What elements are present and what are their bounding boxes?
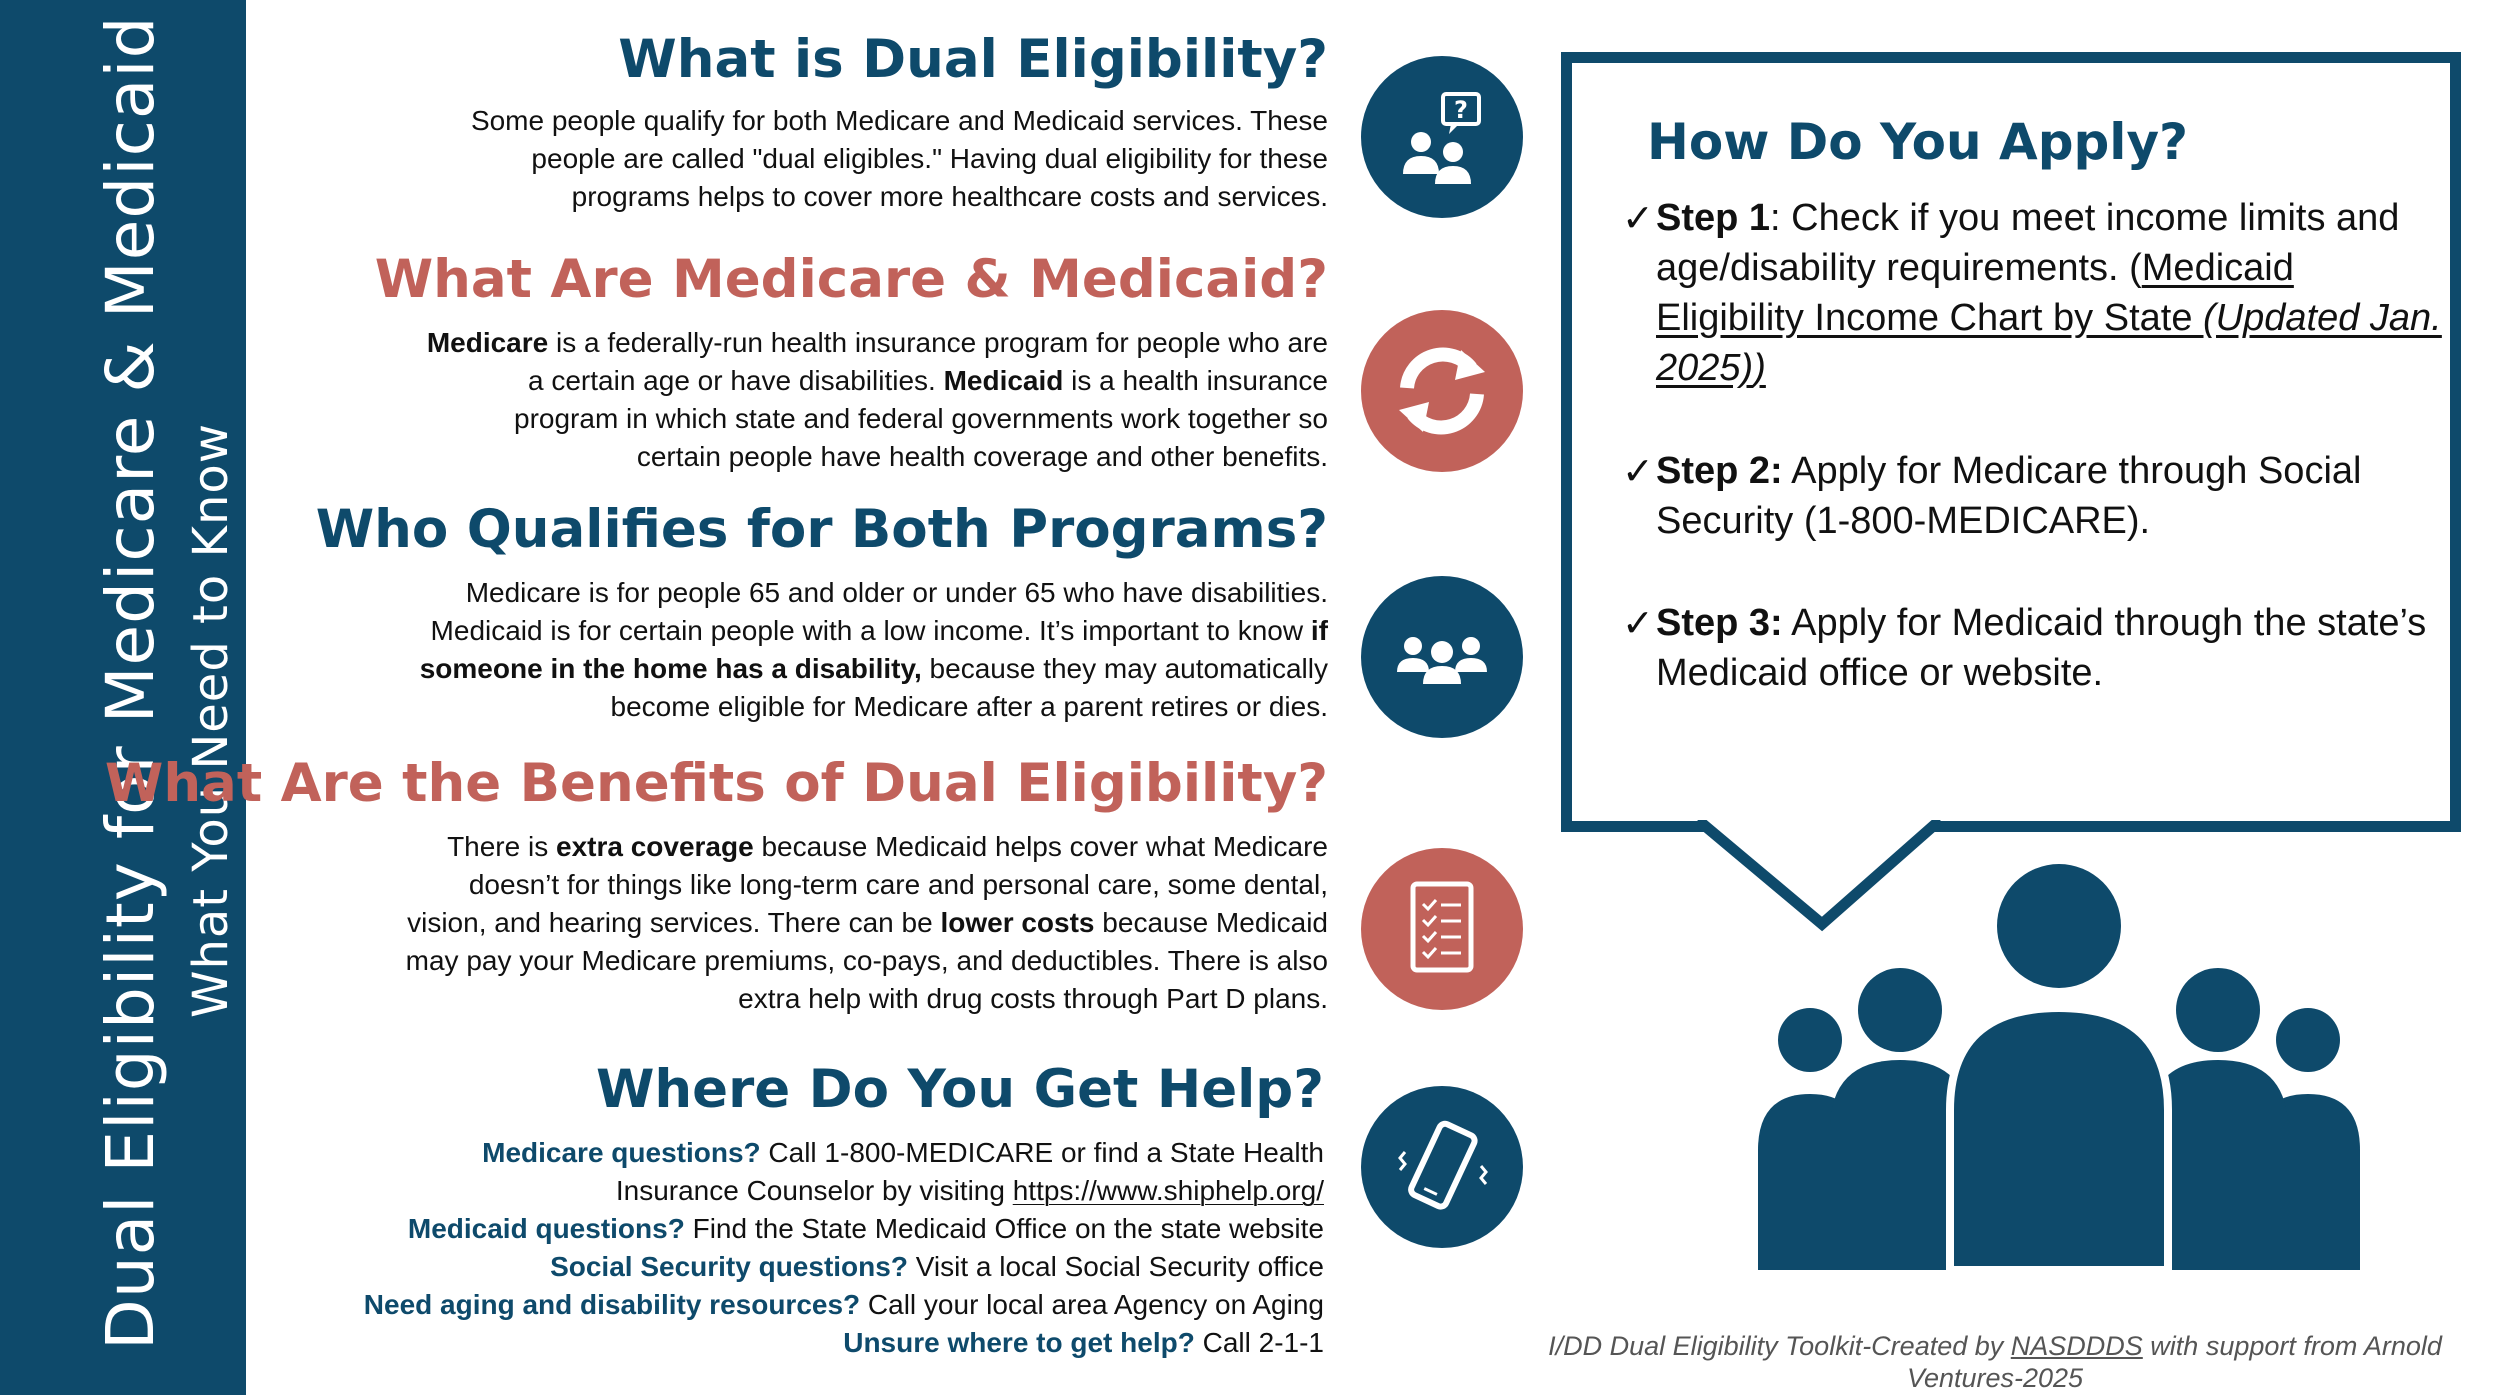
checkmark-icon: ✓ <box>1622 449 1654 493</box>
help-medicare: Medicare questions? Call 1-800-MEDICARE or find a State Health <box>482 1137 1324 1168</box>
people-group-icon <box>1750 860 2370 1270</box>
text-line: people are called "dual eligibles." Having dual eligibility for these <box>531 143 1328 174</box>
sidebar-subtitle: What You Need to Know <box>183 422 239 1018</box>
help-list <box>364 1134 1324 1362</box>
text-line: Medicare is for people 65 and older or under 65 who have disabilities. <box>465 577 1328 608</box>
heading-who: Who Qualifies for Both Programs? <box>315 499 1328 560</box>
step-1: ✓ Step 1: Check if you meet income limits and age/disability requirements. (Medicaid Eligibility Income Chart by State (Updated Jan. 2025)) <box>1622 193 2442 393</box>
help-unsure: Unsure where to get help? Call 2-1-1 <box>843 1327 1324 1358</box>
text-line: may pay your Medicare premiums, co-pays, and deductibles. There is also <box>405 945 1328 976</box>
phone-icon <box>1361 1086 1523 1248</box>
help-medicaid: Medicaid questions? Find the State Medicaid Office on the state website <box>407 1213 1324 1244</box>
section-help <box>364 1058 1324 1362</box>
heading-what-is: What is Dual Eligibility? <box>618 29 1328 90</box>
text-line: vision, and hearing services. There can be lower costs because Medicaid <box>407 907 1328 938</box>
help-social-security: Social Security questions? Visit a local Social Security office <box>550 1251 1324 1282</box>
section-what-are <box>375 248 1328 476</box>
text-line: a certain age or have disabilities. Medicaid is a health insurance <box>528 365 1328 396</box>
heading-help: Where Do You Get Help? <box>595 1059 1324 1120</box>
refresh-icon <box>1361 310 1523 472</box>
text-line: There is extra coverage because Medicaid helps cover what Medicare <box>447 831 1328 862</box>
group-icon <box>1361 576 1523 738</box>
text-line: certain people have health coverage and other benefits. <box>636 441 1328 472</box>
credit-line: I/DD Dual Eligibility Toolkit-Created by NASDDDS with support from Arnold Ventures-2025 <box>1548 1331 2442 1393</box>
step-2: ✓ Step 2: Apply for Medicare through Social Security (1-800-MEDICARE). <box>1622 446 2442 546</box>
text-line: programs helps to cover more healthcare costs and services. <box>571 181 1328 212</box>
apply-title: How Do You Apply? <box>1647 113 2189 171</box>
para-what-is <box>471 102 1328 216</box>
text-line: extra help with drug costs through Part D plans. <box>738 983 1328 1014</box>
section-benefits <box>105 752 1328 1018</box>
para-what-are <box>375 324 1328 476</box>
checkmark-icon: ✓ <box>1622 196 1654 240</box>
text-line: program in which state and federal governments work together so <box>514 403 1328 434</box>
help-medicare-2: Insurance Counselor by visiting https://www.shiphelp.org/ <box>615 1175 1324 1206</box>
help-aging: Need aging and disability resources? Call your local area Agency on Aging <box>363 1289 1324 1320</box>
svg-text:?: ? <box>1454 96 1468 124</box>
para-who <box>316 574 1328 726</box>
section-who <box>316 498 1328 726</box>
text-line: someone in the home has a disability, because they may automatically <box>419 653 1328 684</box>
text-line: doesn’t for things like long-term care and personal care, some dental, <box>468 869 1328 900</box>
sidebar-title: Dual Eligibility for Medicare & Medicaid <box>92 15 169 1350</box>
text-line: Medicaid is for certain people with a low income. It’s important to know if <box>430 615 1328 646</box>
checklist-icon <box>1361 848 1523 1010</box>
question-people-icon <box>1361 56 1523 218</box>
heading-what-are: What Are Medicare & Medicaid? <box>374 249 1328 310</box>
heading-benefits: What Are the Benefits of Dual Eligibility? <box>104 753 1328 814</box>
step-3: ✓ Step 3: Apply for Medicaid through the state’s Medicaid office or website. <box>1622 598 2442 698</box>
apply-callout <box>1561 52 2461 832</box>
section-what-is <box>471 28 1328 216</box>
income-chart-link[interactable]: Medicaid Eligibility Income Chart by State (Updated Jan. 2025) <box>1656 247 2442 389</box>
text-line: Some people qualify for both Medicare and Medicaid services. These <box>470 105 1328 136</box>
text-line: Medicare is a federally-run health insurance program for people who are <box>426 327 1328 358</box>
checkmark-icon: ✓ <box>1622 601 1654 645</box>
sidebar <box>0 0 246 1395</box>
text-line: become eligible for Medicare after a parent retires or dies. <box>610 691 1328 722</box>
para-benefits <box>105 828 1328 1018</box>
shiphelp-link[interactable]: https://www.shiphelp.org/ <box>1012 1175 1324 1206</box>
